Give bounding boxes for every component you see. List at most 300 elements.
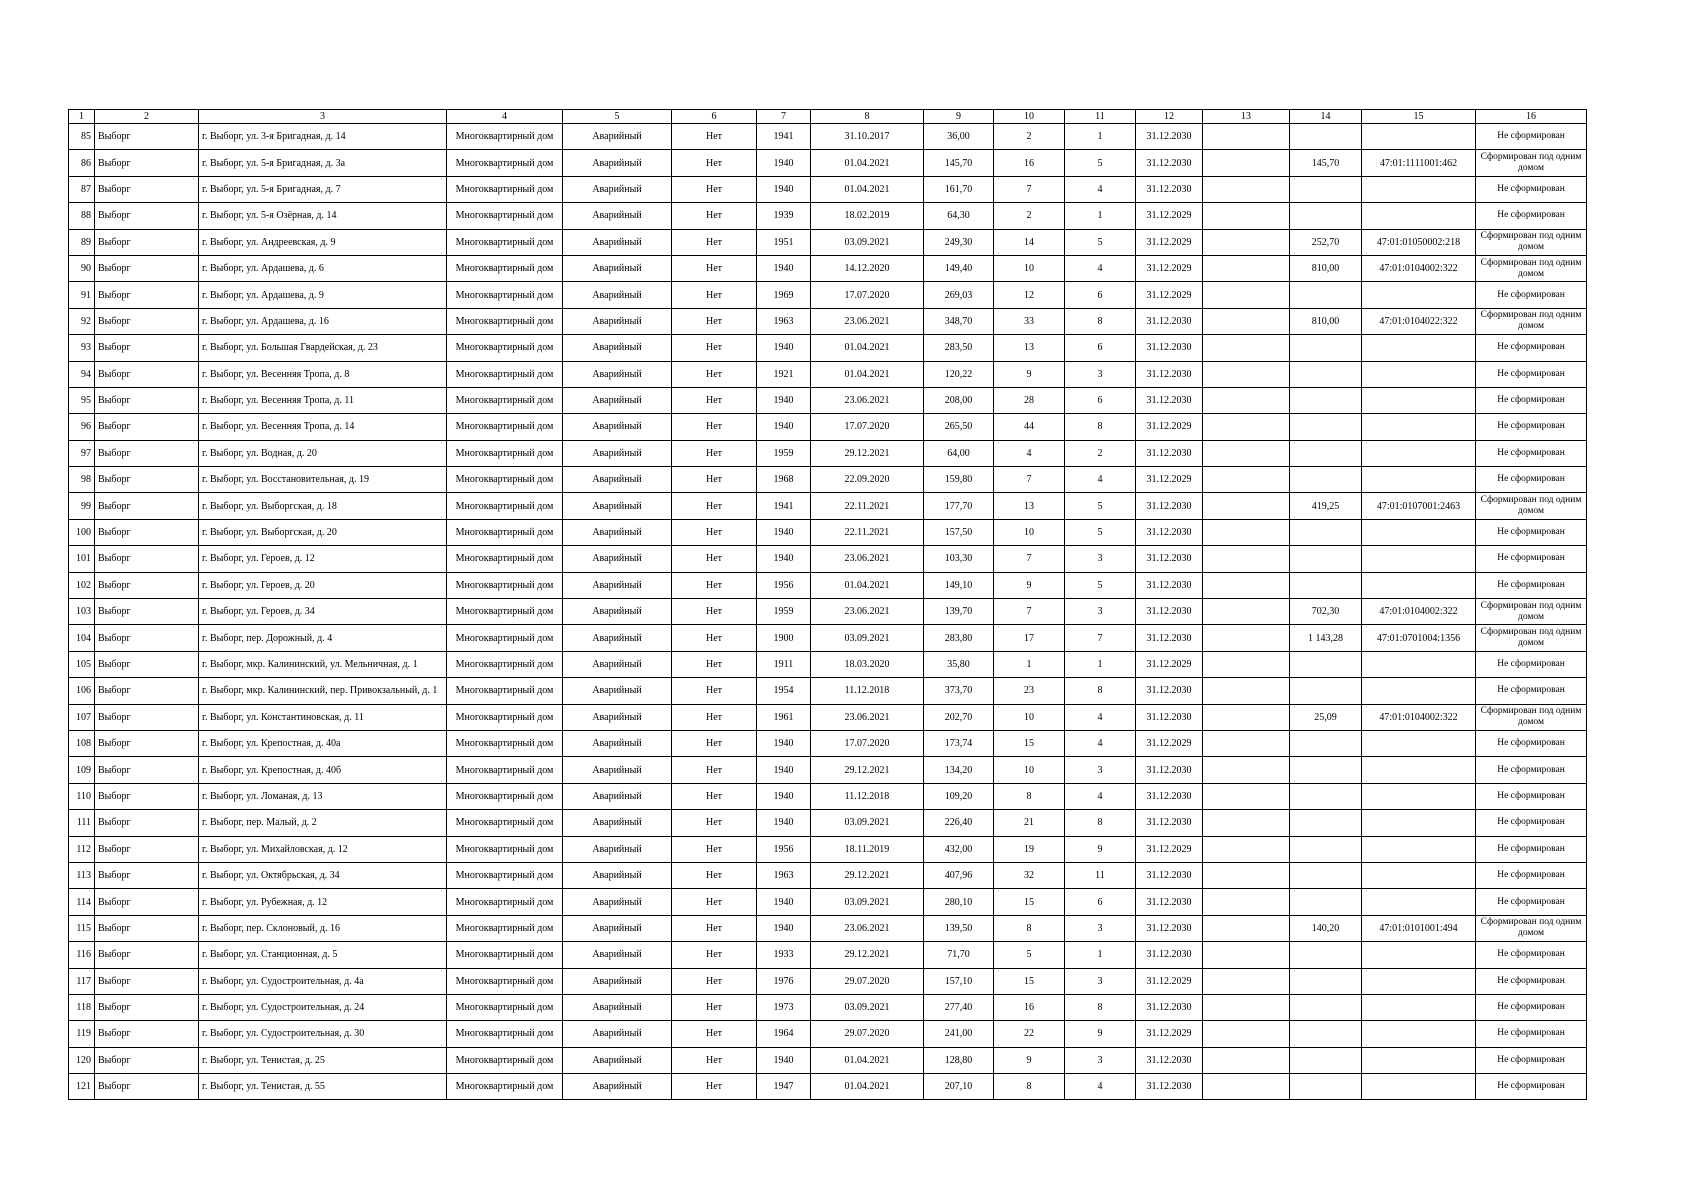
recognition-date-cell: 29.07.2020 xyxy=(811,1021,924,1047)
relocated-flag-cell: Нет xyxy=(672,493,757,519)
living-area-cell: 208,00 xyxy=(924,387,994,413)
living-area-cell: 226,40 xyxy=(924,810,994,836)
column-13-cell xyxy=(1203,519,1290,545)
land-area-cell: 1 143,28 xyxy=(1290,625,1362,651)
column-13-cell xyxy=(1203,783,1290,809)
column-13-cell xyxy=(1203,968,1290,994)
column-13-cell xyxy=(1203,150,1290,176)
residents-cell: 10 xyxy=(994,757,1065,783)
build-year-cell: 1954 xyxy=(757,678,811,704)
residents-cell: 28 xyxy=(994,387,1065,413)
land-area-cell xyxy=(1290,282,1362,308)
apartments-cell: 4 xyxy=(1065,783,1136,809)
condition-cell: Аварийный xyxy=(563,308,672,334)
row-number-cell: 96 xyxy=(69,414,95,440)
planned-relocation-date-cell: 31.12.2030 xyxy=(1136,783,1203,809)
land-area-cell xyxy=(1290,414,1362,440)
address-cell: г. Выборг, ул. 3-я Бригадная, д. 14 xyxy=(199,124,447,150)
residents-cell: 15 xyxy=(994,889,1065,915)
land-area-cell xyxy=(1290,335,1362,361)
building-type-cell: Многоквартирный дом xyxy=(447,862,563,888)
residents-cell: 8 xyxy=(994,783,1065,809)
build-year-cell: 1933 xyxy=(757,942,811,968)
planned-relocation-date-cell: 31.12.2030 xyxy=(1136,810,1203,836)
cadastral-number-cell xyxy=(1362,124,1476,150)
column-13-cell xyxy=(1203,335,1290,361)
settlement-cell: Выборг xyxy=(95,1047,199,1073)
planned-relocation-date-cell: 31.12.2029 xyxy=(1136,651,1203,677)
cadastral-number-cell xyxy=(1362,651,1476,677)
planned-relocation-date-cell: 31.12.2030 xyxy=(1136,335,1203,361)
relocated-flag-cell: Нет xyxy=(672,915,757,941)
living-area-cell: 159,80 xyxy=(924,467,994,493)
land-area-cell xyxy=(1290,994,1362,1020)
build-year-cell: 1940 xyxy=(757,255,811,281)
condition-cell: Аварийный xyxy=(563,994,672,1020)
recognition-date-cell: 23.06.2021 xyxy=(811,387,924,413)
relocated-flag-cell: Нет xyxy=(672,599,757,625)
condition-cell: Аварийный xyxy=(563,203,672,229)
planned-relocation-date-cell: 31.12.2029 xyxy=(1136,1021,1203,1047)
settlement-cell: Выборг xyxy=(95,150,199,176)
settlement-cell: Выборг xyxy=(95,836,199,862)
residents-cell: 21 xyxy=(994,810,1065,836)
cadastral-number-cell xyxy=(1362,361,1476,387)
planned-relocation-date-cell: 31.12.2030 xyxy=(1136,440,1203,466)
relocated-flag-cell: Нет xyxy=(672,150,757,176)
planned-relocation-date-cell: 31.12.2029 xyxy=(1136,836,1203,862)
planned-relocation-date-cell: 31.12.2029 xyxy=(1136,968,1203,994)
relocated-flag-cell: Нет xyxy=(672,968,757,994)
residents-cell: 44 xyxy=(994,414,1065,440)
planned-relocation-date-cell: 31.12.2030 xyxy=(1136,124,1203,150)
apartments-cell: 8 xyxy=(1065,678,1136,704)
living-area-cell: 432,00 xyxy=(924,836,994,862)
address-cell: г. Выборг, ул. Водная, д. 20 xyxy=(199,440,447,466)
living-area-cell: 348,70 xyxy=(924,308,994,334)
recognition-date-cell: 03.09.2021 xyxy=(811,994,924,1020)
build-year-cell: 1940 xyxy=(757,387,811,413)
settlement-cell: Выборг xyxy=(95,915,199,941)
land-area-cell: 419,25 xyxy=(1290,493,1362,519)
condition-cell: Аварийный xyxy=(563,150,672,176)
address-cell: г. Выборг, ул. Крепостная, д. 40б xyxy=(199,757,447,783)
column-header-13: 13 xyxy=(1203,110,1290,124)
building-type-cell: Многоквартирный дом xyxy=(447,308,563,334)
apartments-cell: 1 xyxy=(1065,942,1136,968)
residents-cell: 7 xyxy=(994,176,1065,202)
build-year-cell: 1976 xyxy=(757,968,811,994)
settlement-cell: Выборг xyxy=(95,889,199,915)
apartments-cell: 6 xyxy=(1065,335,1136,361)
table-row xyxy=(69,467,1587,493)
column-header-15: 15 xyxy=(1362,110,1476,124)
column-13-cell xyxy=(1203,942,1290,968)
column-13-cell xyxy=(1203,757,1290,783)
recognition-date-cell: 03.09.2021 xyxy=(811,810,924,836)
residents-cell: 17 xyxy=(994,625,1065,651)
recognition-date-cell: 29.12.2021 xyxy=(811,862,924,888)
living-area-cell: 202,70 xyxy=(924,704,994,730)
settlement-cell: Выборг xyxy=(95,282,199,308)
build-year-cell: 1940 xyxy=(757,519,811,545)
building-type-cell: Многоквартирный дом xyxy=(447,968,563,994)
planned-relocation-date-cell: 31.12.2029 xyxy=(1136,255,1203,281)
relocated-flag-cell: Нет xyxy=(672,1021,757,1047)
living-area-cell: 373,70 xyxy=(924,678,994,704)
row-number-cell: 110 xyxy=(69,783,95,809)
planned-relocation-date-cell: 31.12.2030 xyxy=(1136,704,1203,730)
build-year-cell: 1940 xyxy=(757,757,811,783)
apartments-cell: 11 xyxy=(1065,862,1136,888)
land-plot-status-cell: Сформирован под одним домом xyxy=(1476,150,1587,176)
row-number-cell: 94 xyxy=(69,361,95,387)
living-area-cell: 139,50 xyxy=(924,915,994,941)
relocated-flag-cell: Нет xyxy=(672,176,757,202)
condition-cell: Аварийный xyxy=(563,387,672,413)
apartments-cell: 1 xyxy=(1065,203,1136,229)
building-type-cell: Многоквартирный дом xyxy=(447,229,563,255)
apartments-cell: 3 xyxy=(1065,599,1136,625)
condition-cell: Аварийный xyxy=(563,519,672,545)
cadastral-number-cell xyxy=(1362,730,1476,756)
address-cell: г. Выборг, ул. Героев, д. 12 xyxy=(199,546,447,572)
column-header-6: 6 xyxy=(672,110,757,124)
relocated-flag-cell: Нет xyxy=(672,942,757,968)
apartments-cell: 1 xyxy=(1065,124,1136,150)
column-13-cell xyxy=(1203,361,1290,387)
apartments-cell: 6 xyxy=(1065,282,1136,308)
settlement-cell: Выборг xyxy=(95,203,199,229)
relocated-flag-cell: Нет xyxy=(672,994,757,1020)
land-plot-status-cell: Не сформирован xyxy=(1476,387,1587,413)
land-area-cell: 140,20 xyxy=(1290,915,1362,941)
table-body xyxy=(69,110,1587,1100)
building-type-cell: Многоквартирный дом xyxy=(447,915,563,941)
row-number-cell: 103 xyxy=(69,599,95,625)
relocated-flag-cell: Нет xyxy=(672,651,757,677)
relocated-flag-cell: Нет xyxy=(672,440,757,466)
table-row xyxy=(69,942,1587,968)
condition-cell: Аварийный xyxy=(563,493,672,519)
address-cell: г. Выборг, ул. Ардашева, д. 6 xyxy=(199,255,447,281)
condition-cell: Аварийный xyxy=(563,572,672,598)
recognition-date-cell: 23.06.2021 xyxy=(811,308,924,334)
residents-cell: 7 xyxy=(994,599,1065,625)
living-area-cell: 145,70 xyxy=(924,150,994,176)
planned-relocation-date-cell: 31.12.2030 xyxy=(1136,915,1203,941)
land-plot-status-cell: Не сформирован xyxy=(1476,1047,1587,1073)
residents-cell: 10 xyxy=(994,704,1065,730)
table-row xyxy=(69,678,1587,704)
land-plot-status-cell: Не сформирован xyxy=(1476,942,1587,968)
land-area-cell xyxy=(1290,783,1362,809)
apartments-cell: 3 xyxy=(1065,968,1136,994)
column-13-cell xyxy=(1203,651,1290,677)
settlement-cell: Выборг xyxy=(95,335,199,361)
recognition-date-cell: 31.10.2017 xyxy=(811,124,924,150)
residents-cell: 13 xyxy=(994,493,1065,519)
apartments-cell: 8 xyxy=(1065,414,1136,440)
table-row xyxy=(69,440,1587,466)
recognition-date-cell: 29.07.2020 xyxy=(811,968,924,994)
condition-cell: Аварийный xyxy=(563,704,672,730)
residents-cell: 33 xyxy=(994,308,1065,334)
table-row xyxy=(69,361,1587,387)
building-type-cell: Многоквартирный дом xyxy=(447,1074,563,1100)
row-number-cell: 92 xyxy=(69,308,95,334)
address-cell: г. Выборг, ул. 5-я Бригадная, д. 7 xyxy=(199,176,447,202)
residents-cell: 9 xyxy=(994,572,1065,598)
planned-relocation-date-cell: 31.12.2030 xyxy=(1136,1074,1203,1100)
cadastral-number-cell: 47:01:0104002:322 xyxy=(1362,255,1476,281)
condition-cell: Аварийный xyxy=(563,124,672,150)
condition-cell: Аварийный xyxy=(563,335,672,361)
row-number-cell: 91 xyxy=(69,282,95,308)
settlement-cell: Выборг xyxy=(95,942,199,968)
living-area-cell: 35,80 xyxy=(924,651,994,677)
building-type-cell: Многоквартирный дом xyxy=(447,572,563,598)
row-number-cell: 112 xyxy=(69,836,95,862)
land-plot-status-cell: Не сформирован xyxy=(1476,335,1587,361)
relocated-flag-cell: Нет xyxy=(672,546,757,572)
relocated-flag-cell: Нет xyxy=(672,704,757,730)
recognition-date-cell: 01.04.2021 xyxy=(811,1074,924,1100)
planned-relocation-date-cell: 31.12.2029 xyxy=(1136,467,1203,493)
table-row xyxy=(69,599,1587,625)
settlement-cell: Выборг xyxy=(95,783,199,809)
land-area-cell xyxy=(1290,387,1362,413)
relocated-flag-cell: Нет xyxy=(672,308,757,334)
address-cell: г. Выборг, ул. 5-я Бригадная, д. 3а xyxy=(199,150,447,176)
land-area-cell xyxy=(1290,678,1362,704)
row-number-cell: 88 xyxy=(69,203,95,229)
recognition-date-cell: 01.04.2021 xyxy=(811,1047,924,1073)
cadastral-number-cell xyxy=(1362,176,1476,202)
row-number-cell: 85 xyxy=(69,124,95,150)
column-13-cell xyxy=(1203,176,1290,202)
row-number-cell: 86 xyxy=(69,150,95,176)
condition-cell: Аварийный xyxy=(563,625,672,651)
building-type-cell: Многоквартирный дом xyxy=(447,704,563,730)
building-type-cell: Многоквартирный дом xyxy=(447,282,563,308)
living-area-cell: 177,70 xyxy=(924,493,994,519)
building-type-cell: Многоквартирный дом xyxy=(447,994,563,1020)
apartments-cell: 4 xyxy=(1065,255,1136,281)
settlement-cell: Выборг xyxy=(95,704,199,730)
address-cell: г. Выборг, ул. Тенистая, д. 25 xyxy=(199,1047,447,1073)
residents-cell: 8 xyxy=(994,915,1065,941)
column-header-11: 11 xyxy=(1065,110,1136,124)
address-cell: г. Выборг, ул. Весенняя Тропа, д. 14 xyxy=(199,414,447,440)
building-type-cell: Многоквартирный дом xyxy=(447,783,563,809)
column-header-4: 4 xyxy=(447,110,563,124)
living-area-cell: 269,03 xyxy=(924,282,994,308)
recognition-date-cell: 14.12.2020 xyxy=(811,255,924,281)
recognition-date-cell: 22.11.2021 xyxy=(811,493,924,519)
column-13-cell xyxy=(1203,1021,1290,1047)
condition-cell: Аварийный xyxy=(563,651,672,677)
table-row xyxy=(69,1021,1587,1047)
land-plot-status-cell: Не сформирован xyxy=(1476,124,1587,150)
land-plot-status-cell: Сформирован под одним домом xyxy=(1476,255,1587,281)
residents-cell: 32 xyxy=(994,862,1065,888)
row-number-cell: 87 xyxy=(69,176,95,202)
land-area-cell xyxy=(1290,651,1362,677)
condition-cell: Аварийный xyxy=(563,942,672,968)
column-13-cell xyxy=(1203,440,1290,466)
address-cell: г. Выборг, ул. Героев, д. 34 xyxy=(199,599,447,625)
land-area-cell xyxy=(1290,1074,1362,1100)
relocated-flag-cell: Нет xyxy=(672,889,757,915)
condition-cell: Аварийный xyxy=(563,757,672,783)
cadastral-number-cell xyxy=(1362,1021,1476,1047)
recognition-date-cell: 23.06.2021 xyxy=(811,599,924,625)
land-plot-status-cell: Сформирован под одним домом xyxy=(1476,704,1587,730)
recognition-date-cell: 01.04.2021 xyxy=(811,335,924,361)
build-year-cell: 1940 xyxy=(757,810,811,836)
address-cell: г. Выборг, ул. Судостроительная, д. 30 xyxy=(199,1021,447,1047)
build-year-cell: 1968 xyxy=(757,467,811,493)
land-area-cell: 25,09 xyxy=(1290,704,1362,730)
planned-relocation-date-cell: 31.12.2029 xyxy=(1136,203,1203,229)
building-type-cell: Многоквартирный дом xyxy=(447,203,563,229)
address-cell: г. Выборг, пер. Малый, д. 2 xyxy=(199,810,447,836)
address-cell: г. Выборг, ул. Станционная, д. 5 xyxy=(199,942,447,968)
building-type-cell: Многоквартирный дом xyxy=(447,810,563,836)
address-cell: г. Выборг, ул. Рубежная, д. 12 xyxy=(199,889,447,915)
settlement-cell: Выборг xyxy=(95,255,199,281)
land-area-cell xyxy=(1290,519,1362,545)
build-year-cell: 1973 xyxy=(757,994,811,1020)
column-13-cell xyxy=(1203,308,1290,334)
land-plot-status-cell: Не сформирован xyxy=(1476,730,1587,756)
land-plot-status-cell: Не сформирован xyxy=(1476,282,1587,308)
cadastral-number-cell: 47:01:0104002:322 xyxy=(1362,599,1476,625)
settlement-cell: Выборг xyxy=(95,1021,199,1047)
cadastral-number-cell xyxy=(1362,414,1476,440)
residents-cell: 1 xyxy=(994,651,1065,677)
build-year-cell: 1921 xyxy=(757,361,811,387)
land-area-cell xyxy=(1290,862,1362,888)
land-plot-status-cell: Не сформирован xyxy=(1476,862,1587,888)
cadastral-number-cell xyxy=(1362,862,1476,888)
living-area-cell: 36,00 xyxy=(924,124,994,150)
settlement-cell: Выборг xyxy=(95,625,199,651)
land-plot-status-cell: Сформирован под одним домом xyxy=(1476,493,1587,519)
apartments-cell: 5 xyxy=(1065,572,1136,598)
land-area-cell xyxy=(1290,176,1362,202)
residents-cell: 8 xyxy=(994,1074,1065,1100)
table-row xyxy=(69,757,1587,783)
apartments-cell: 6 xyxy=(1065,387,1136,413)
land-area-cell xyxy=(1290,1047,1362,1073)
relocated-flag-cell: Нет xyxy=(672,229,757,255)
planned-relocation-date-cell: 31.12.2030 xyxy=(1136,757,1203,783)
land-plot-status-cell: Не сформирован xyxy=(1476,572,1587,598)
planned-relocation-date-cell: 31.12.2030 xyxy=(1136,678,1203,704)
settlement-cell: Выборг xyxy=(95,1074,199,1100)
building-type-cell: Многоквартирный дом xyxy=(447,493,563,519)
cadastral-number-cell xyxy=(1362,757,1476,783)
settlement-cell: Выборг xyxy=(95,361,199,387)
build-year-cell: 1940 xyxy=(757,730,811,756)
settlement-cell: Выборг xyxy=(95,176,199,202)
column-13-cell xyxy=(1203,493,1290,519)
settlement-cell: Выборг xyxy=(95,862,199,888)
build-year-cell: 1951 xyxy=(757,229,811,255)
living-area-cell: 149,40 xyxy=(924,255,994,281)
residents-cell: 23 xyxy=(994,678,1065,704)
recognition-date-cell: 18.03.2020 xyxy=(811,651,924,677)
residents-cell: 2 xyxy=(994,124,1065,150)
column-number-header-row xyxy=(69,110,1587,124)
building-type-cell: Многоквартирный дом xyxy=(447,757,563,783)
land-plot-status-cell: Не сформирован xyxy=(1476,783,1587,809)
build-year-cell: 1941 xyxy=(757,124,811,150)
table-row xyxy=(69,1047,1587,1073)
address-cell: г. Выборг, пер. Дорожный, д. 4 xyxy=(199,625,447,651)
column-13-cell xyxy=(1203,862,1290,888)
residents-cell: 9 xyxy=(994,361,1065,387)
table-row xyxy=(69,862,1587,888)
residents-cell: 16 xyxy=(994,150,1065,176)
column-13-cell xyxy=(1203,889,1290,915)
row-number-cell: 90 xyxy=(69,255,95,281)
recognition-date-cell: 11.12.2018 xyxy=(811,678,924,704)
land-area-cell xyxy=(1290,361,1362,387)
address-cell: г. Выборг, пер. Склоновый, д. 16 xyxy=(199,915,447,941)
row-number-cell: 109 xyxy=(69,757,95,783)
cadastral-number-cell xyxy=(1362,889,1476,915)
table-row xyxy=(69,414,1587,440)
recognition-date-cell: 22.09.2020 xyxy=(811,467,924,493)
condition-cell: Аварийный xyxy=(563,730,672,756)
cadastral-number-cell xyxy=(1362,994,1476,1020)
land-area-cell xyxy=(1290,467,1362,493)
condition-cell: Аварийный xyxy=(563,361,672,387)
address-cell: г. Выборг, ул. Крепостная, д. 40а xyxy=(199,730,447,756)
table-row xyxy=(69,150,1587,176)
table-row xyxy=(69,124,1587,150)
apartments-cell: 4 xyxy=(1065,176,1136,202)
cadastral-number-cell: 47:01:0701004:1356 xyxy=(1362,625,1476,651)
apartments-cell: 3 xyxy=(1065,361,1136,387)
condition-cell: Аварийный xyxy=(563,176,672,202)
land-area-cell xyxy=(1290,757,1362,783)
condition-cell: Аварийный xyxy=(563,1074,672,1100)
recognition-date-cell: 03.09.2021 xyxy=(811,229,924,255)
residents-cell: 9 xyxy=(994,1047,1065,1073)
condition-cell: Аварийный xyxy=(563,678,672,704)
land-area-cell xyxy=(1290,836,1362,862)
condition-cell: Аварийный xyxy=(563,1047,672,1073)
build-year-cell: 1959 xyxy=(757,440,811,466)
cadastral-number-cell xyxy=(1362,678,1476,704)
build-year-cell: 1959 xyxy=(757,599,811,625)
row-number-cell: 95 xyxy=(69,387,95,413)
condition-cell: Аварийный xyxy=(563,546,672,572)
land-area-cell xyxy=(1290,572,1362,598)
apartments-cell: 5 xyxy=(1065,229,1136,255)
column-13-cell xyxy=(1203,572,1290,598)
address-cell: г. Выборг, ул. Судостроительная, д. 4а xyxy=(199,968,447,994)
recognition-date-cell: 23.06.2021 xyxy=(811,546,924,572)
land-plot-status-cell: Не сформирован xyxy=(1476,757,1587,783)
column-header-7: 7 xyxy=(757,110,811,124)
column-13-cell xyxy=(1203,678,1290,704)
planned-relocation-date-cell: 31.12.2030 xyxy=(1136,361,1203,387)
